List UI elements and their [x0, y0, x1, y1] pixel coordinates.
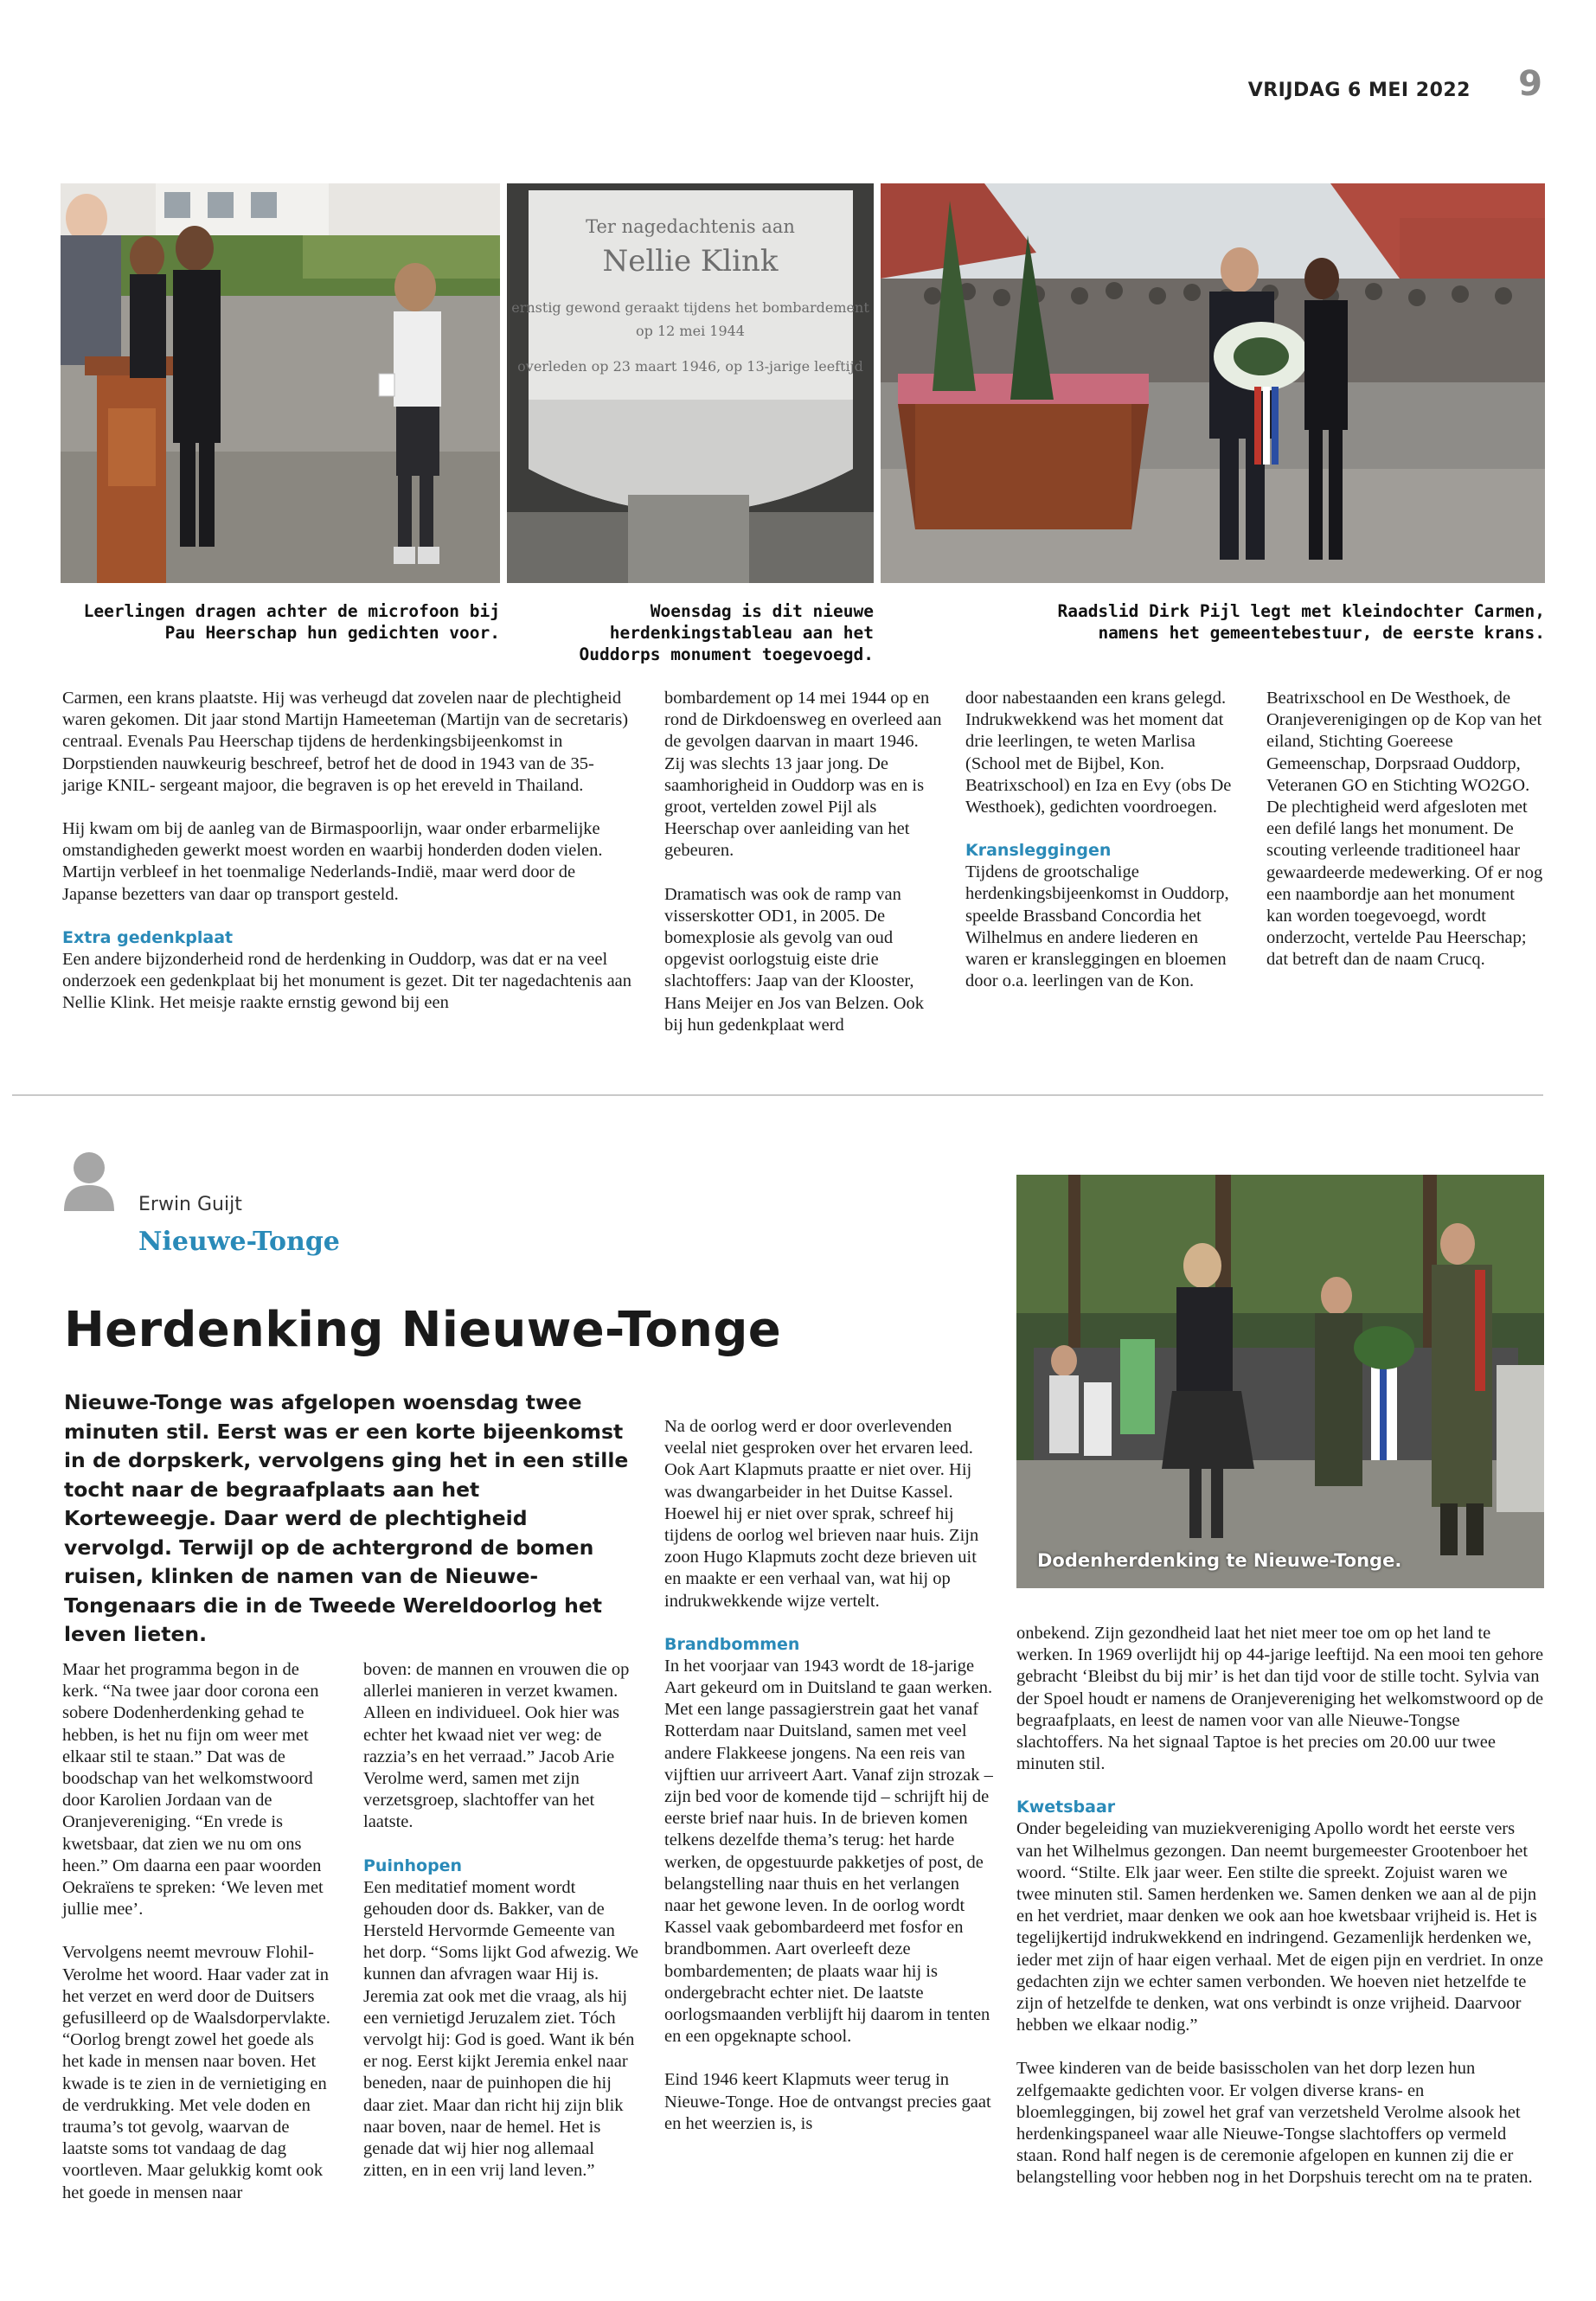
photo-caption-overlay: Dodenherdenking te Nieuwe-Tonge.: [1037, 1550, 1402, 1571]
caption-line: herdenkingstableau aan het: [609, 623, 874, 643]
paragraph: Dramatisch was ook de ramp van visserskotter OD1, in 2005. De bomexplosie als gevolg van oud opgevist oorlogstuig eiste drie slachtoffers: Jaap van der Klooster, Hans Meijer en Jos van Belzen. Ook bij hun gedenkplaat werd: [664, 884, 925, 1035]
caption-line: namens het gemeentebestuur, de eerste krans.: [1098, 623, 1545, 643]
photo-nieuwe-tonge-ceremony: [1016, 1175, 1544, 1588]
author-name: Erwin Guijt: [138, 1194, 242, 1215]
article-location: Nieuwe-Tonge: [138, 1227, 340, 1257]
paragraph: Maar het programma begon in de kerk. “Na twee jaar door corona een sobere Dodenherdenking gehad te hebben, is het nu fijn om weer met elkaar stil te staan.” Dat was de boodschap van het welkomstwoord door Karolien Jordaan van de Oranjevereniging. “En vrede is kwetsbaar, dat zien we nu om ons heen.” Om daarna een paar woorden Oekraïens te spreken: ‘We leven met jullie mee’.: [62, 1660, 324, 1920]
paragraph: Een meditatief moment wordt gehouden door ds. Bakker, van de Hersteld Hervormde Gemeente van het dorp. “Soms lijkt God afwezig. We kunnen dan afvragen waar Hij is. Jeremia zat ook met die vraag, als hij een vernietigd Jeruzalem ziet. Tóch vervolgt hij: God is goed. Want ik bén er nog. Eerst kijkt Jeremia enkel naar beneden, naar de puinhopen die hij daar ziet. Maar dan richt hij zijn blik naar boven, naar de hemel. Het is genade dat wij hier nog allemaal zitten, en in een vrij land leven.”: [363, 1877, 638, 2181]
subheading-kransleggingen: Kransleggingen: [965, 841, 1112, 861]
paragraph: Tijdens de grootschalige herdenkingsbijeenkomst in Ouddorp, speelde Brassband Concordia het Wilhelmus en andere liederen en waren er kransleggingen en bloemen door o.a. leerlingen van de Kon.: [965, 862, 1229, 991]
plaque-line-1: Ter nagedachtenis aan: [586, 216, 795, 237]
top-article-col-4: [1266, 688, 1543, 971]
bottom-article-col-3: [664, 1416, 993, 2135]
author-avatar-icon: [62, 1149, 116, 1211]
caption-plaque: [507, 600, 874, 665]
photo-wreath-laying: [881, 183, 1545, 583]
paragraph: Twee kinderen van de beide basisscholen van het dorp lezen hun zelfgemaakte gedichten voor. Er volgen diverse krans- en bloemleggingen, bij zowel het graf van verzetsheld Verolme alsook het herdenkingspaneel waar alle Nieuwe-Tongse slachtoffers op vermeld staan. Rond half negen is de ceremonie afgelopen en kunnen zij die er belangstelling voor hebben nog in het Dorpshuis terecht om na te praten.: [1016, 2059, 1533, 2188]
issue-date: VRIJDAG 6 MEI 2022: [1247, 80, 1471, 101]
paragraph: Carmen, een krans plaatste. Hij was verheugd dat zovelen naar de plechtigheid waren gekomen. Dit jaar stond Martijn Hameeteman (Martijn van de secretaris) centraal. Evenals Pau Heerschap tijdens de herdenkingsbijeenkomst in Dorpstienden nauwkeurig beschreef, betrof het de dood in 1943 van de 35-jarige KNIL- sergeant majoor, die begraven is op het ereveld in Thailand.: [62, 689, 629, 795]
bottom-article-col-2: [363, 1659, 638, 2182]
caption-line: Pau Heerschap hun gedichten voor.: [164, 623, 500, 643]
top-article-col-1: [62, 688, 633, 1014]
top-article-col-3: [965, 688, 1244, 992]
paragraph: Na de oorlog werd er door overlevenden veelal niet gesproken over het ervaren leed. Ook Aart Klapmuts praatte er niet over. Hij was dwangarbeider in het Duitse Kassel. Hoewel hij er niet over sprak, schreef hij tijdens de oorlog wel brieven naar huis. Zijn zoon Hugo Klapmuts zocht deze brieven uit en maakte er een verhaal van, wat hij op indrukwekkende wijze vertelt.: [664, 1417, 979, 1611]
paragraph: bombardement op 14 mei 1944 op en rond de Dirkdoensweg en overleed aan de gevolgen daarvan in maart 1946. Zij was slechts 13 jaar jong. De saamhorigheid in Ouddorp was en is groot, vertelden zowel Pijl als Heerschap over aanleiding van het gebeuren.: [664, 689, 942, 861]
caption-line: Raadslid Dirk Pijl legt met kleindochter Carmen,: [1057, 601, 1545, 621]
paragraph: Een andere bijzonderheid rond de herdenking in Ouddorp, was dat er na veel onderzoek een gedenkplaat bij het monument is gezet. Dit ter nagedachtenis aan Nellie Klink. Het meisje raakte ernstig gewond bij een: [62, 949, 632, 1013]
paragraph: Hij kwam om bij de aanleg van de Birmaspoorlijn, waar onder erbarmelijke omstandigheden gewerkt moest worden en waarbij honderden doden vielen. Martijn verbleef in het toenmalige Nederlands-Indië, maar werd door de Japanse bezetters van daar op transport gesteld.: [62, 819, 603, 904]
paragraph: Onder begeleiding van muziekvereniging Apollo wordt het eerste vers van het Wilhelmus gezongen. Dan neemt burgemeester Grootenboer het woord. “Stilte. Elk jaar weer. Een stilte die spreekt. Zojuist waren we twee minuten stil. Samen herdenken we. Samen denken we aan al de pijn en het verdriet, maar denken we ook aan hoe kwetsbaar vrijheid is. Het is tegelijkertijd indrukwekkend en indringend. Gezamenlijk herdenken we, ieder met zijn of haar eigen verhaal. Met de eigen pijn en verdriet. In onze gedachten zijn we echter samen verbonden. We hoeven niet hetzelfde te zijn of hetzelfde te denken, wat ons verbindt is onze vrijheid. Daarvoor hebben we elkaar nodig.”: [1016, 1819, 1544, 2035]
caption-line: Leerlingen dragen achter de microfoon bij: [83, 601, 500, 621]
plaque-line-3: ernstig gewond geraakt tijdens het bombardement: [511, 299, 869, 316]
article-lead: Nieuwe-Tonge was afgelopen woensdag twee minuten stil. Eerst was er een korte bijeenkomst in de dorpskerk, vervolgens ging het in een stille tocht naar de begraafplaats aan het Korteweegje. Daar werd de plechtigheid vervolgd. Terwijl op de achtergrond de bomen ruisen, klinken de namen van de Nieuwe-Tongenaars die in de Tweede Wereldoorlog het leven lieten.: [64, 1390, 629, 1646]
bottom-article-col-1: [62, 1659, 332, 2204]
article-headline: Herdenking Nieuwe-Tonge: [64, 1302, 781, 1358]
plaque-line-5: overleden op 23 maart 1946, op 13-jarige leeftijd: [517, 358, 863, 375]
subheading-kwetsbaar: Kwetsbaar: [1016, 1798, 1116, 1817]
plaque-text: [507, 216, 874, 375]
paragraph: boven: de mannen en vrouwen die op allerlei manieren in verzet kwamen. Alleen en individueel. Ook hier was echter het kwaad niet ver weg: de razzia’s en het verraad.” Jacob Arie Verolme werd, samen met zijn verzetsgroep, slachtoffer van het laatste.: [363, 1660, 630, 1832]
paragraph: In het voorjaar van 1943 wordt de 18-jarige Aart gekeurd om in Duitsland te gaan werken. Met een lange passagierstrein gaat het vanaf Rotterdam naar Duitsland, samen met veel andere Flakkeese jongens. Na een reis van vijftien uur arriveert Aart. Vanaf zijn strozak – zijn bed voor de komende tijd – schrijft hij de eerste brief naar huis. In de brieven komen telkens dezelfde thema’s terug: het harde werken, de opgestuurde pakketjes of post, de belangstelling naar thuis en het verlangen naar het gewone leven. In de oorlog wordt Kassel vaak gebombardeerd met fosfor en brandbommen. Aart overleeft deze bombardementen; de plaats waar hij is ondergebracht echter niet. De laatste oorlogsmaanden verblijft hij daarom in tenten en een opgeknapte school.: [664, 1656, 993, 2047]
caption-students: [61, 600, 500, 644]
paragraph: door nabestaanden een krans gelegd. Indrukwekkend was het moment dat drie leerlingen, te weten Marlisa (School met de Bijbel, Kon. Beatrixschool) en Iza en Evy (obs De Westhoek), gedichten voordroegen.: [965, 689, 1232, 817]
caption-wreath: [881, 600, 1545, 644]
subheading-puinhopen: Puinhopen: [363, 1856, 463, 1875]
section-divider: [12, 1094, 1543, 1096]
paragraph: Eind 1946 keert Klapmuts weer terug in Nieuwe-Tonge. Hoe de ontvangst precies gaat en het weerzien is, is: [664, 2070, 991, 2133]
paragraph: Beatrixschool en De Westhoek, de Oranjeverenigingen op de Kop van het eiland, Stichting Goereese Gemeenschap, Dorpsraad Ouddorp, Veteranen GO en Stichting WO2GO. De plechtigheid werd afgesloten met een defilé langs het monument. De scouting verleende traditioneel haar gewaardeerde medewerking. Of er nog een naambordje aan het monument kan worden toegevoegd, wordt onderzocht, vertelde Pau Heerschap; dat betreft dan de naam Crucq.: [1266, 689, 1543, 970]
page-number: 9: [1518, 64, 1542, 104]
photo-students-microphone: [61, 183, 500, 583]
caption-line: Ouddorps monument toegevoegd.: [579, 644, 874, 664]
caption-line: Woensdag is dit nieuwe: [650, 601, 874, 621]
subheading-brandbommen: Brandbommen: [664, 1634, 800, 1654]
plaque-line-4: op 12 mei 1944: [636, 323, 745, 339]
paragraph: onbekend. Zijn gezondheid laat het niet meer toe om op het land te werken. In 1969 overlijdt hij op 44-jarige leeftijd. Na een mooi ten gehore gebracht ‘Bleibst du bij mir’ is het dan tijd voor de stille tocht. Sylvia van der Spoel houdt er namens de Oranjevereniging het welkomstwoord op de begraafplaats, en leest de namen voor van alle Nieuwe-Tongse slachtoffers. Na het signaal Taptoe is het precies om 20.00 uur twee minuten stil.: [1016, 1624, 1544, 1774]
bottom-article-col-4: [1016, 1623, 1544, 2189]
top-article-col-2: [664, 688, 943, 1036]
subheading-extra-gedenkplaat: Extra gedenkplaat: [62, 927, 234, 947]
paragraph: Vervolgens neemt mevrouw Flohil-Verolme het woord. Haar vader zat in het verzet en werd door de Duitsers gefusilleerd op de Waalsdorpervlakte. “Oorlog brengt zowel het goede als het kade in mensen naar boven. Het kwade is te zien in de vernietiging en de verdrukking. Met vele doden en trauma’s tot gevolg, waarvan de laatste soms tot vandaag de dag voortleven. Maar gelukkig komt ook het goede in mensen naar: [62, 1943, 330, 2202]
plaque-line-2: Nellie Klink: [602, 244, 779, 279]
